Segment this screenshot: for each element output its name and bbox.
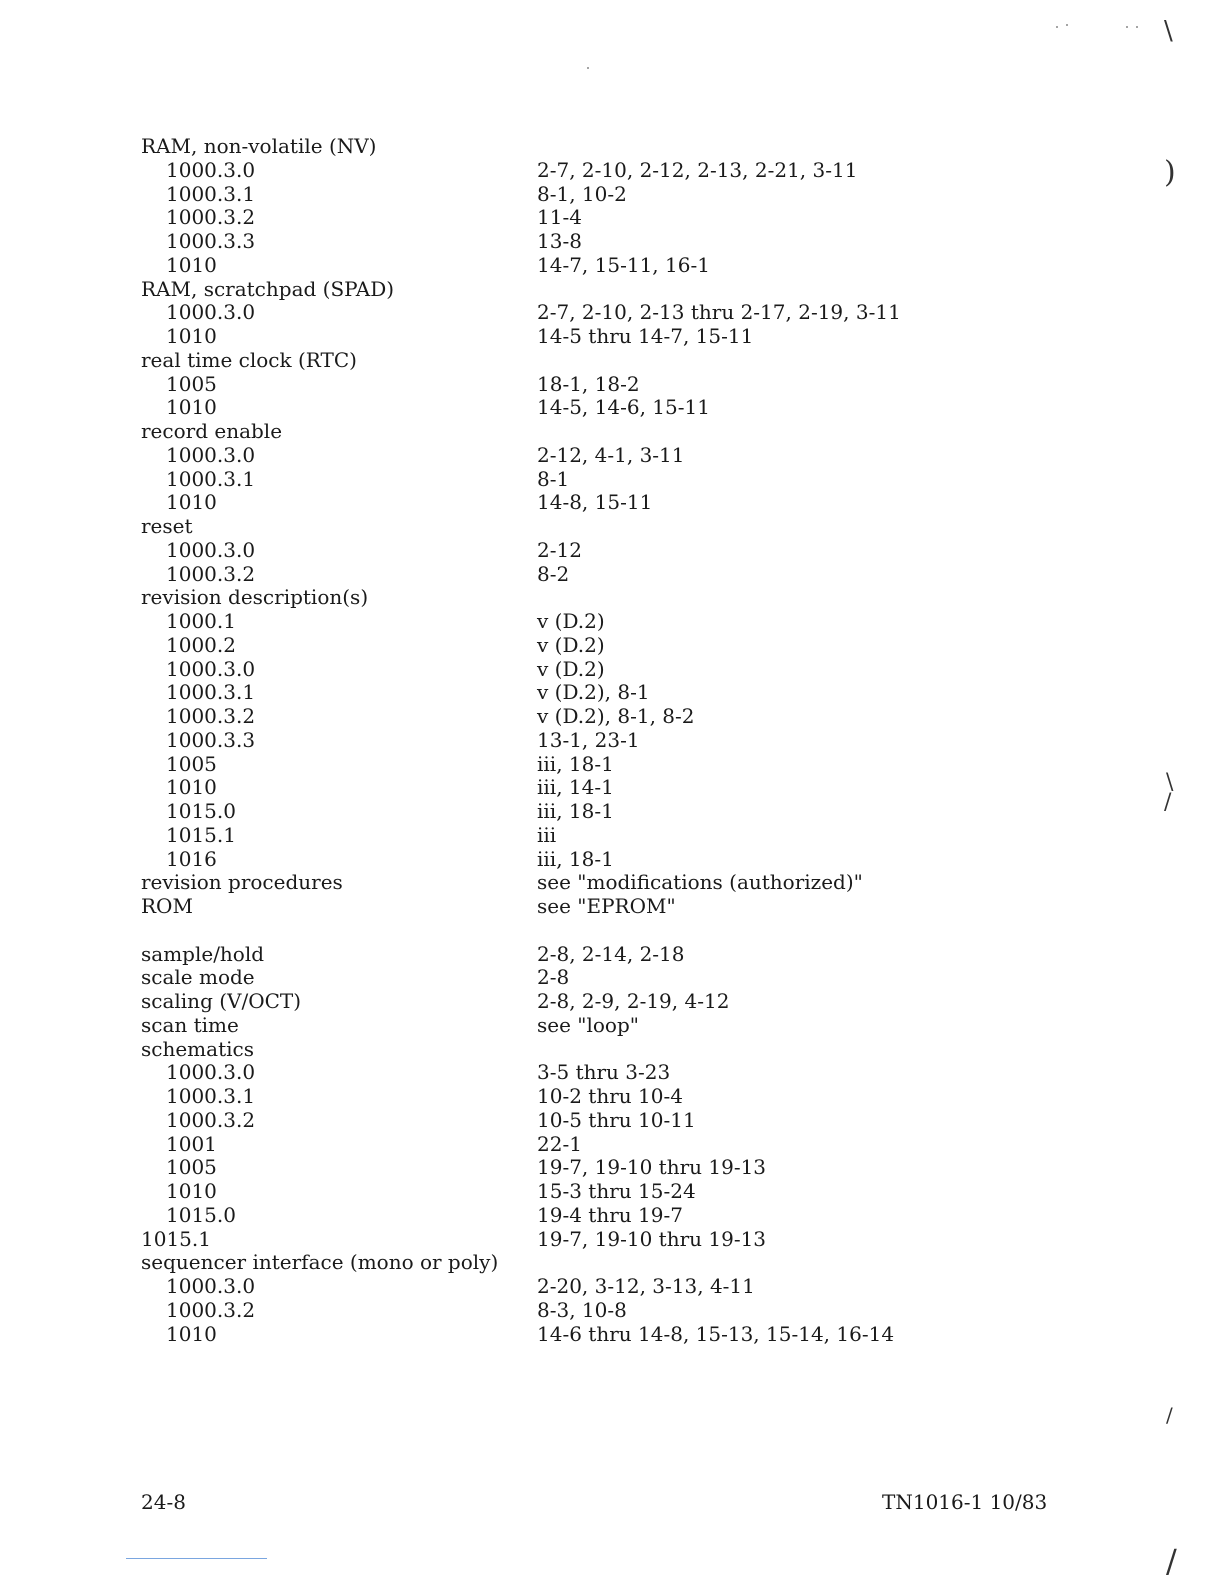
- index-term: 1010: [166, 1321, 217, 1346]
- index-term: sequencer interface (mono or poly): [141, 1250, 499, 1275]
- index-term: 1000.3.3: [166, 727, 256, 752]
- index-term: sample/hold: [141, 941, 265, 966]
- index-pages: 14-5 thru 14-7, 15-11: [537, 324, 754, 348]
- index-term: 1000.3.2: [166, 704, 256, 728]
- scan-artifact-dot: [1066, 24, 1068, 26]
- index-entry: [141, 135, 1041, 159]
- index-term: RAM, non-volatile (NV): [141, 134, 377, 158]
- index-term: reset: [141, 514, 193, 538]
- scan-artifact-mark: \: [1166, 770, 1174, 795]
- index-subentry: [141, 1275, 1041, 1299]
- index-term: 1010: [166, 252, 217, 277]
- index-subentry: [141, 325, 1041, 349]
- index-term: 1000.3.0: [166, 656, 256, 681]
- index-pages: iii, 18-1: [537, 846, 614, 871]
- document-id: TN1016-1 10/83: [882, 1490, 1048, 1514]
- index-pages: 8-1, 10-2: [537, 181, 627, 206]
- index-term: 1000.3.3: [166, 229, 256, 253]
- index-subentry: [141, 373, 1041, 397]
- index-pages: 14-8, 15-11: [537, 490, 653, 515]
- index-pages: see "EPROM": [537, 894, 676, 918]
- index-pages: 22-1: [537, 1131, 582, 1156]
- index-subentry: [141, 183, 1041, 207]
- index-term: 1000.2: [166, 632, 236, 657]
- index-entry: [141, 515, 1041, 539]
- index-gap: [141, 919, 1041, 943]
- index-subentry: [141, 705, 1041, 729]
- index-list: [141, 135, 1041, 1346]
- index-subentry: [141, 254, 1041, 278]
- index-pages: 10-2 thru 10-4: [537, 1084, 683, 1108]
- index-pages: 11-4: [537, 205, 582, 230]
- index-term: 1015.0: [166, 799, 236, 823]
- index-entry: [141, 871, 1041, 895]
- index-pages: 2-12: [537, 537, 582, 562]
- index-subentry: [141, 753, 1041, 777]
- index-term: 1000.3.1: [166, 181, 256, 206]
- index-term: revision procedures: [141, 870, 343, 895]
- index-term: 1000.3.1: [166, 466, 256, 491]
- index-term: 1015.1: [141, 1226, 211, 1251]
- index-pages: v (D.2): [537, 632, 605, 657]
- index-subentry: [141, 1204, 1041, 1228]
- index-pages: 14-7, 15-11, 16-1: [537, 252, 710, 277]
- index-pages: v (D.2), 8-1, 8-2: [537, 704, 695, 728]
- index-term: 1000.1: [166, 609, 236, 633]
- index-entry: [141, 966, 1041, 990]
- index-subentry: [141, 1133, 1041, 1157]
- index-term: 1016: [166, 846, 217, 871]
- index-entry: [141, 420, 1041, 444]
- scan-artifact-mark: ): [1164, 155, 1176, 190]
- index-pages: 13-1, 23-1: [537, 727, 640, 752]
- index-term: 1000.3.0: [166, 537, 256, 562]
- index-subentry: [141, 1085, 1041, 1109]
- index-term: ROM: [141, 894, 193, 918]
- index-subentry: [141, 1061, 1041, 1085]
- index-subentry: [141, 658, 1041, 682]
- scan-artifact-dot: [587, 67, 589, 69]
- index-entry: [141, 349, 1041, 373]
- index-subentry: [141, 776, 1041, 800]
- index-subentry: [141, 230, 1041, 254]
- index-pages: 2-12, 4-1, 3-11: [537, 442, 685, 467]
- index-subentry: [141, 206, 1041, 230]
- index-subentry: [141, 159, 1041, 183]
- index-term: 1010: [166, 1179, 217, 1203]
- index-entry: [141, 1251, 1041, 1275]
- index-term: real time clock (RTC): [141, 347, 357, 372]
- index-pages: 19-7, 19-10 thru 19-13: [537, 1155, 767, 1180]
- index-subentry: [141, 1323, 1041, 1347]
- index-subentry: [141, 491, 1041, 515]
- index-term: 1000.3.0: [166, 300, 256, 325]
- index-term: revision description(s): [141, 585, 369, 610]
- scan-artifact-line: [126, 1558, 267, 1559]
- index-pages: 19-4 thru 19-7: [537, 1202, 683, 1227]
- index-subentry: [141, 729, 1041, 753]
- index-pages: v (D.2), 8-1: [537, 680, 650, 705]
- index-pages: 8-1: [537, 466, 570, 491]
- index-term: 1000.3.1: [166, 680, 256, 705]
- scan-artifact-mark: /: [1166, 1403, 1173, 1427]
- index-pages: 14-5, 14-6, 15-11: [537, 395, 710, 420]
- index-subentry: [141, 848, 1041, 872]
- index-pages: v (D.2): [537, 609, 605, 633]
- index-pages: 2-8, 2-14, 2-18: [537, 941, 685, 966]
- index-term: 1010: [166, 324, 217, 348]
- index-subentry: [141, 681, 1041, 705]
- index-term: schematics: [141, 1036, 254, 1061]
- page-number: 24-8: [141, 1490, 186, 1514]
- index-pages: iii: [537, 822, 557, 847]
- index-subentry: [141, 539, 1041, 563]
- index-entry: [141, 895, 1041, 919]
- index-term: RAM, scratchpad (SPAD): [141, 276, 395, 301]
- index-entry: [141, 586, 1041, 610]
- index-pages: v (D.2): [537, 656, 605, 681]
- index-entry: [141, 1228, 1041, 1252]
- index-term: 1015.1: [166, 822, 236, 847]
- index-subentry: [141, 824, 1041, 848]
- index-subentry: [141, 444, 1041, 468]
- index-pages: 13-8: [537, 229, 582, 253]
- index-term: 1000.3.2: [166, 205, 256, 230]
- index-pages: 19-7, 19-10 thru 19-13: [537, 1226, 767, 1251]
- index-term: scale mode: [141, 965, 255, 990]
- index-subentry: [141, 1109, 1041, 1133]
- index-term: 1000.3.2: [166, 561, 256, 586]
- index-term: 1005: [166, 371, 217, 396]
- index-term: 1001: [166, 1131, 217, 1156]
- index-pages: 10-5 thru 10-11: [537, 1107, 696, 1132]
- scan-artifact-mark: /: [1166, 1542, 1177, 1580]
- index-subentry: [141, 1156, 1041, 1180]
- index-entry: [141, 1014, 1041, 1038]
- index-term: 1015.0: [166, 1202, 236, 1227]
- index-pages: 18-1, 18-2: [537, 371, 640, 396]
- index-term: 1010: [166, 395, 217, 420]
- index-pages: 8-2: [537, 561, 570, 586]
- index-subentry: [141, 468, 1041, 492]
- scan-artifact-dot: [1136, 26, 1138, 28]
- index-pages: iii, 18-1: [537, 799, 614, 823]
- index-term: 1010: [166, 490, 217, 515]
- index-subentry: [141, 800, 1041, 824]
- index-pages: iii, 14-1: [537, 775, 614, 800]
- scan-artifact-mark: /: [1164, 790, 1172, 815]
- index-subentry: [141, 634, 1041, 658]
- index-term: 1000.3.2: [166, 1297, 256, 1322]
- index-entry: [141, 990, 1041, 1014]
- scan-artifact-dot: [1126, 26, 1128, 28]
- index-term: 1000.3.2: [166, 1107, 256, 1132]
- index-entry: [141, 943, 1041, 967]
- index-subentry: [141, 301, 1041, 325]
- index-subentry: [141, 563, 1041, 587]
- index-pages: 2-8: [537, 965, 570, 990]
- index-term: 1000.3.0: [166, 1274, 256, 1298]
- index-term: 1005: [166, 751, 217, 776]
- index-term: 1000.3.1: [166, 1084, 256, 1108]
- index-pages: 2-8, 2-9, 2-19, 4-12: [537, 989, 730, 1013]
- index-term: record enable: [141, 419, 283, 443]
- index-entry: [141, 278, 1041, 302]
- index-pages: 14-6 thru 14-8, 15-13, 15-14, 16-14: [537, 1321, 895, 1346]
- index-subentry: [141, 1180, 1041, 1204]
- index-pages: 2-7, 2-10, 2-13 thru 2-17, 2-19, 3-11: [537, 300, 901, 325]
- index-term: 1000.3.0: [166, 442, 256, 467]
- index-pages: 8-3, 10-8: [537, 1297, 627, 1322]
- index-subentry: [141, 1299, 1041, 1323]
- index-subentry: [141, 610, 1041, 634]
- index-pages: iii, 18-1: [537, 751, 614, 776]
- index-entry: [141, 1038, 1041, 1062]
- scan-artifact-mark: \: [1164, 16, 1173, 46]
- index-pages: see "loop": [537, 1012, 639, 1037]
- scan-artifact-dot: [1056, 26, 1058, 28]
- index-pages: see "modifications (authorized)": [537, 870, 863, 895]
- index-term: 1005: [166, 1155, 217, 1180]
- index-term: scaling (V/OCT): [141, 989, 302, 1013]
- index-term: 1010: [166, 775, 217, 800]
- index-subentry: [141, 396, 1041, 420]
- index-term: 1000.3.0: [166, 1060, 256, 1085]
- index-pages: 2-20, 3-12, 3-13, 4-11: [537, 1274, 755, 1298]
- index-pages: 15-3 thru 15-24: [537, 1179, 696, 1203]
- index-term: scan time: [141, 1012, 239, 1037]
- index-pages: 2-7, 2-10, 2-12, 2-13, 2-21, 3-11: [537, 157, 858, 182]
- index-pages: 3-5 thru 3-23: [537, 1060, 671, 1085]
- index-term: 1000.3.0: [166, 157, 256, 182]
